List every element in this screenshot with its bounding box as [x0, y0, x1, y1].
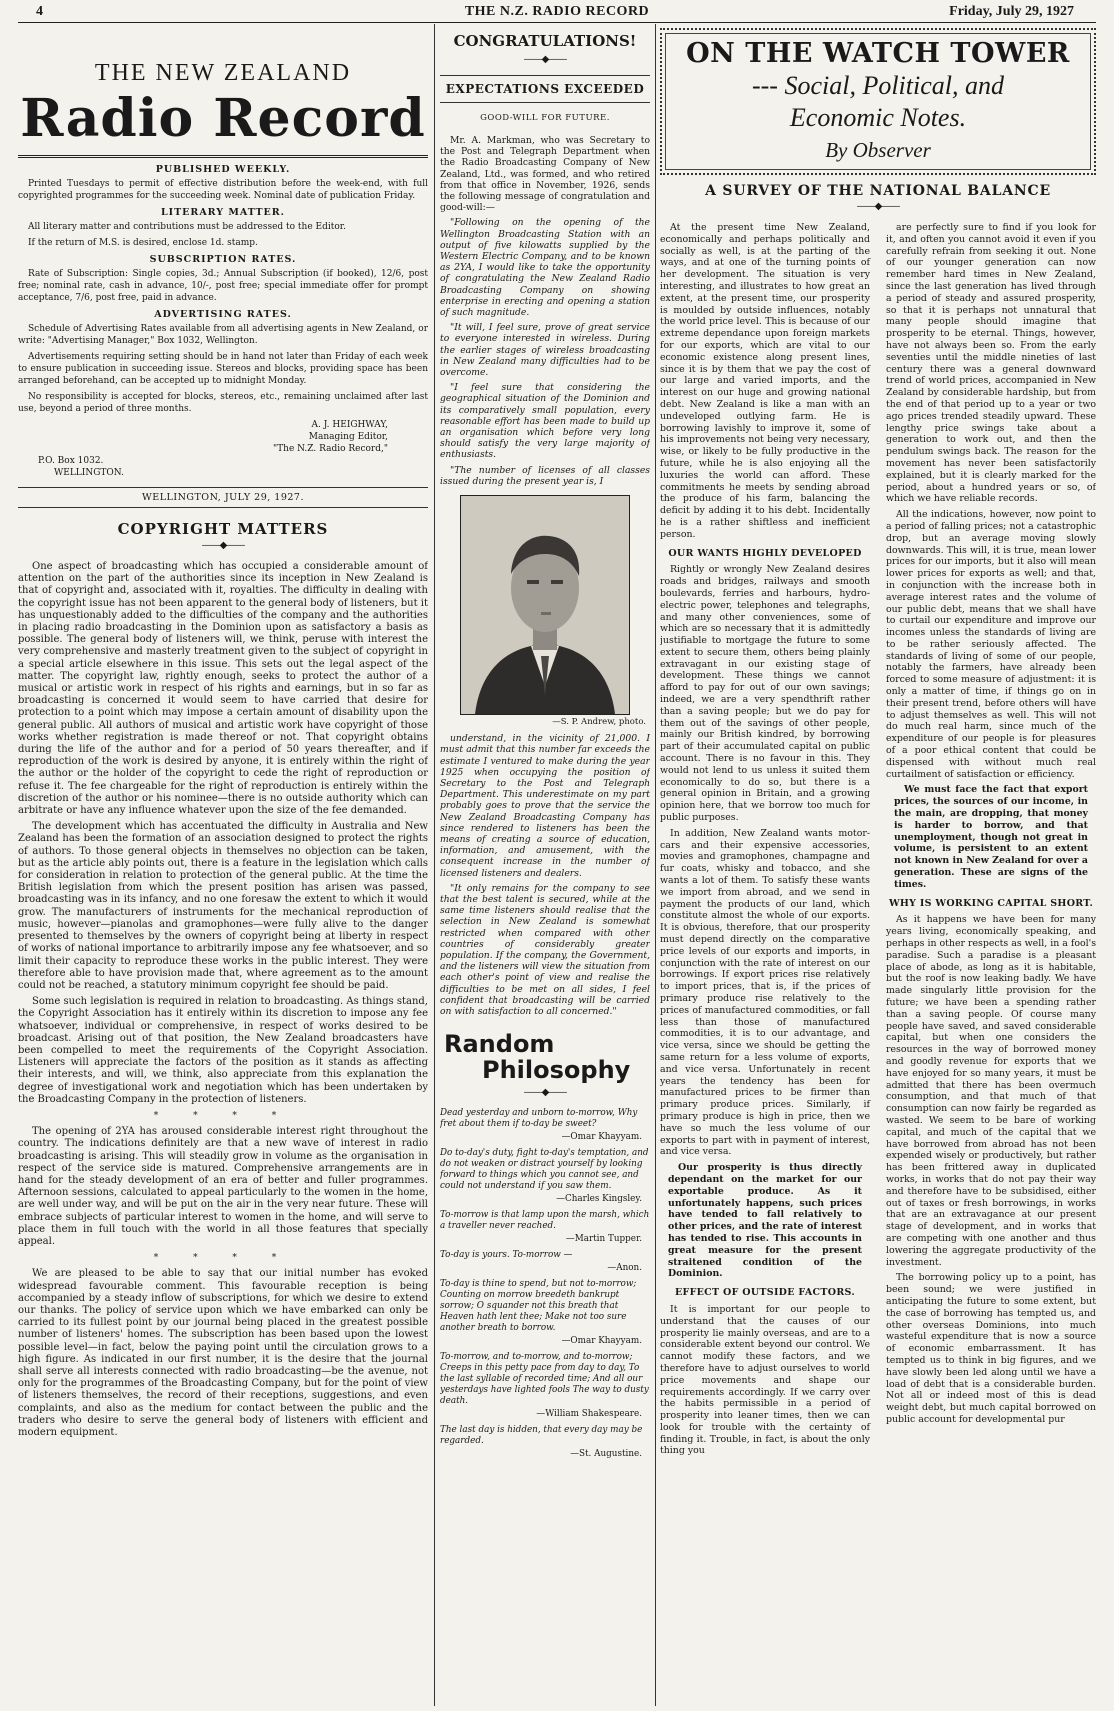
masthead-line1: THE NEW ZEALAND: [94, 60, 352, 86]
quote-text: Dead yesterday and unborn to-morrow, Why fret about them if to-day be sweet?: [440, 1108, 638, 1130]
middle-column: [440, 26, 650, 1706]
quote-paragraph: "Following on the opening of the Wellington Broadcasting Station with an output of five kilowatts supplied by the Western Electric Company, and to be known as 2YA, I would like to take the opportunity of congratulating the New Zealand Radio Broadcasting Company on showing enterprise in erecting and opening a station of such magnitude.: [440, 217, 650, 319]
subheading: WHY IS WORKING CAPITAL SHORT.: [888, 897, 1094, 909]
quotes-list: [440, 1108, 650, 1459]
byline: By Observer: [825, 138, 931, 162]
published-text: Printed Tuesdays to permit of effective distribution before the week-end, with full copyrighted programmes for the succeeding week. Nominal date of publication Friday.: [18, 179, 428, 201]
watch-tower-subtitle: --- Social, Political, and: [751, 71, 1004, 100]
paragraph: are perfectly sure to find if you look for it, and often you cannot avoid it even if you carefully refrain from seeking it out. None of our younger generation can now remember hard times in New Zealand, since the last generation has lived through a period of steady and assured prosperity, so that it is perhaps not unnatural that many people should imagine that prosperity to be eternal. Things, however, have not always been so. From the early seventies until the middle nineties of last century there was a general downward trend of world prices, accompanied in New Zealand by considerable hardship, but from the end of that period up to a year or two ago prices trended steadily upward. These lengthy price swings take about a generation to work out, and then the pendulum swings back. The reason for the movement has never been satisfactorily explained, but it is clearly marked for the period, about a hundred years or so, of which we have reliable records.: [886, 222, 1096, 505]
advertising-text: Advertisements requiring setting should be in hand not later than Friday of each week to ensure publication in succeeding issue. Stereos and blocks, providing space has been arranged beforehand, can be accepted up to midnight Monday.: [18, 352, 428, 386]
photo-credit: —S. P. Andrew, photo.: [552, 717, 646, 728]
ornament-divider: ——◆——: [201, 540, 245, 551]
divider: [18, 155, 428, 158]
quote-author: —Anon.: [607, 1263, 642, 1274]
column-rule: [434, 24, 435, 1706]
subheading: EXPECTATIONS EXCEEDED: [440, 75, 650, 103]
city: WELLINGTON.: [54, 468, 124, 478]
section-stars: * * * *: [153, 1110, 293, 1121]
paragraph: Mr. A. Markman, who was Secretary to the Post and Telegraph Department when the Radio Broadcasting Company of New Zealand, Ltd., was formed, and who retired from that office in November, 1926, sends the following message of congratulation and good-will:—: [440, 135, 650, 214]
subscription-text: Rate of Subscription: Single copies, 3d.; Annual Subscription (if booked), 12/6, post free; nominal rate, cash in advance, 10/-, post free; special immediate offer for prompt acceptance, 7/6, post free, paid in advance.: [18, 269, 428, 303]
editor-role: Managing Editor,: [308, 432, 388, 442]
ornament-divider: ——◆——: [523, 1087, 567, 1099]
article-headline: COPYRIGHT MATTERS: [117, 520, 329, 538]
left-column: [18, 26, 428, 1706]
quote-text: To-day is thine to spend, but not to-morrow; Counting on morrow breedeth bankrupt sorrow; O squander not this breath that Heaven hath lent thee; Make not too sure another breath to borrow.: [440, 1279, 637, 1334]
paragraph: One aspect of broadcasting which has occupied a considerable amount of attention on the part of the authorities since its inception in New Zealand is that of copyright and, associated with it, royalties. The difficulty in dealing with the copyright issue has not been apparent to the general body of listeners, but it has unquestionably added to the difficulties of the company and the authorities in placing radio broadcasting in the Dominion upon as satisfactory a basis as possible. The general body of listeners will, we think, peruse with interest the very comprehensive and masterly treatment given to the subject of copyright in a special article elsewhere in this issue. This sets out the legal aspect of the matter. The copyright law, rightly enough, seeks to protect the author of a musical or artistic work in respect of his rights and earnings, but in so far as broadcasting is concerned it would seem to have carried that desire for protection to a point which may impose a certain amount of disability upon the general public. All authors of musical and artistic work have copyright of those works whether registration is made thereof or not. That copyright obtains during the life of the author and for a period of 50 years thereafter, and if reproduction of the work is desired by anyone, it is entirely within the right of the author or the holder of the copyright to cede the right of reproduction or refuse it. The fee chargeable for the right of reproduction is entirely within the discretion of the author or his nominee—there is no outside authority which can arbitrate or have any influence whatever upon the size of the fee demanded.: [18, 561, 428, 817]
random-philosophy-title-1: Random: [444, 1030, 555, 1059]
quote-text: To-morrow is that lamp upon the marsh, which a traveller never reached.: [440, 1210, 650, 1232]
random-philosophy-title-2: Philosophy: [482, 1056, 631, 1085]
quote-author: —Charles Kingsley.: [556, 1194, 642, 1205]
newspaper-title: THE N.Z. RADIO RECORD: [464, 4, 650, 19]
quote-author: —Omar Khayyam.: [561, 1132, 642, 1143]
quote-paragraph: "It only remains for the company to see that the best talent is secured, while at the same time listeners should realise that the selection in New Zealand is somewhat restricted when compared with other countries of considerably greater population. If the company, the Government, and the listeners will view the situation from each other's point of view and realise the difficulties to be met on all sides, I feel confident that broadcasting will be carried on with satisfaction to all concerned.": [440, 882, 650, 1017]
article-headline: A SURVEY OF THE NATIONAL BALANCE: [705, 183, 1051, 199]
masthead-title: Radio Record: [20, 88, 426, 149]
paragraph: We are pleased to be able to say that our initial number has evoked widespread favourable comment. This favourable reception is being accompanied by a steady inflow of subscriptions, for which we desire to extend our thanks. The policy of service upon which we have embarked can only be carried to its fullest point by our journal being placed in the greatest possible number of listeners' homes. The subscription has been based upon the lowest possible level—in fact, below the paying point until the circulation grows to a high figure. As indicated in our first number, it is the desire that the journal shall serve all interests connected with radio broadcasting—be the avenue, not only for the programmes of the Broadcasting Company, but for the point of view of listeners themselves, the record of their receptions, suggestions, and even complaints, and also as the medium for contact between the public and the traders who desire to serve the general body of listeners with efficient and modern equipment.: [18, 1268, 428, 1439]
article-headline: CONGRATULATIONS!: [453, 32, 637, 50]
advertising-text: Schedule of Advertising Rates available from all advertising agents in New Zealand, or write: "Advertising Manager," Box 1032, Wellington.: [18, 324, 428, 346]
paragraph: Rightly or wrongly New Zealand desires roads and bridges, railways and smooth boulevards, ferries and harbours, hydro-electric power, telephones and telegraphs, and many other conveniences, some of which are so necessary that it is admittedly justifiable to mortgage the future to some extent to secure them, others being plainly extravagant in our existing stage of development. These things we cannot afford to pay for out of our own savings; indeed, we are a very spendthrift rather than a saving people; but we do pay for them out of the savings of other people, mainly our British kindred, by borrowing part of their accumulated capital on public account. There is no favour in this. They would not lend to us unless it suited them economically to do so, but there is a general opinion in Britain, and a growing opinion here, that we borrow too much for public purposes.: [660, 564, 870, 824]
paragraph: As it happens we have been for many years living, economically speaking, and perhaps in other respects as well, in a fool's paradise. Such a paradise is a pleasant place of abode, as long as it is habitable, but the roof is now leaking badly. We have made singularly little provision for the future; we have been a spending rather than a saving people. Of course many people have saved, and saved considerable capital, but when one considers the resources in the way of borrowed money and goodly revenue for exports that we have enjoyed for so many years, it must be admitted that there has been overmuch consumption, and that much of that consumption can now fairly be regarded as wasted. We seem to be bare of working capital, and much of the capital that we have borrowed from abroad has not been expended wisely or productively, but rather has been frittered away in duplicated works, in works that do not pay their way and therefore have to be subsidised, either out of taxes or fresh borrowings, in works that are an extravagance at our present stage of development, and in works that are competing with one another and thus lowering the aggregate productivity of the investment.: [886, 914, 1096, 1268]
paragraph: In addition, New Zealand wants motor-cars and their expensive accessories, movies and gramophones, champagne and fur coats, whisky and tobacco, and she wants a lot of them. To satisfy these wants we import from abroad, and we send in payment the products of our land, which constitute almost the whole of our exports. It is obvious, therefore, that our prosperity must depend directly on the comparative price levels of our exports and imports, in conjunction with the rate of interest on our borrowings. If export prices rise relatively to import prices, that is, if the prices of primary produce rise relatively to the prices of manufactured commodities, or fall less than those of manufactured commodities, it is to our advantage, and vice versa, since we should be getting the same return for a less volume of exports, and vice versa. Unfortunately in recent years the tendency has been for manufactured prices to be firmer than primary produce prices. Similarly, if primary produce is high in price, then we have so much the less volume of our exports to part with in payment of interest, and vice versa.: [660, 827, 870, 1158]
portrait-photo: [460, 495, 630, 715]
po-box: P.O. Box 1032.: [38, 456, 104, 466]
right-column: [660, 26, 1096, 1706]
paragraph: The borrowing policy up to a point, has been sound; we were justified in anticipating the future to some extent, but the case of borrowing has tempted us, and other overseas Dominions, into much wasteful expenditure that is now a source of economic embarrassment. It has tempted us to think in big figures, and we have slowly been led along until we have a load of debt that is a considerable burden. Not all or indeed most of this is dead weight debt, but much capital borrowed on public account for developmental pur: [886, 1272, 1096, 1425]
issue-date: Friday, July 29, 1927: [949, 4, 1074, 19]
paragraph: It is important for our people to understand that the causes of our prosperity lie mainly overseas, and are to a considerable extent beyond our control. We cannot modify these factors, and we therefore have to adjust ourselves to world price movements and shape our requirements accordingly. If we carry over the habits permissible in a period of prosperity into leaner times, then we can look for trouble with the certainty of finding it. Trouble, in fact, is about the only thing you: [660, 1303, 870, 1457]
bold-paragraph: We must face the fact that export prices, the sources of our income, in the main, are dropping, that money is harder to borrow, and that unemployment, though not great in volume, is persistent to an extent not known in New Zealand for over a generation. These are signs of the times.: [894, 784, 1088, 890]
editor-paper: "The N.Z. Radio Record,": [273, 444, 388, 454]
survey-article: [660, 222, 1096, 1461]
section-heading: SUBSCRIPTION RATES.: [149, 254, 297, 265]
paragraph: The development which has accentuated the difficulty in Australia and New Zealand has been the formation of an association designed to protect the rights of authors. To those general objects in themselves no objection can be taken, but as the article ably points out, there is a feature in the legislation which calls for consideration in relation to protection of the general public. At the time the British legislation from which the present position has arisen was passed, broadcasting was in its infancy, and no one foresaw the extent to which it would grow. The manufacturers of instruments for the mechanical reproduction of music, however—pianolas and gramophones—were fully alive to the danger presented to themselves by the owners of copyright being at liberty in respect of works of national importance to arbitrarily impose any fee whatsoever, and so limit their capacity to reproduce these works in the public interest. They were therefore able to have provision made that, where agreement as to the amount could not be reached, a statutory minimum copyright fee should be paid.: [18, 821, 428, 991]
subheading: GOOD-WILL FOR FUTURE.: [480, 113, 610, 123]
paragraph: Some such legislation is required in relation to broadcasting. As things stand, the Copyright Association has it entirely within its discretion to impose any fee whatsoever, individual or comprehensive, in respect of works desired to be broadcast. Arising out of that position, the New Zealand broadcasters have been compelled to meet the requirements of the Copyright Association. Listeners will appreciate the factors of the position as it stands as affecting their interests, and will, we think, also appreciate from this explanation the degree of investigational work and negotiation which has been undertaken by the Broadcasting Company in the protection of listeners.: [18, 996, 428, 1105]
quote-text: Do to-day's duty, fight to-day's temptation, and do not weaken or distract yourself by looking forward to things which you cannot see, and could not understand if you saw them.: [440, 1148, 649, 1192]
quote-author: —Martin Tupper.: [565, 1234, 642, 1245]
paragraph: The opening of 2YA has aroused considerable interest right throughout the country. The indications definitely are that a new wave of interest in radio broadcasting is arising. This will steadily grow in volume as the organisation in respect of the service side is matured. Comprehensive arrangements are in hand for the steady development of an era of better and fuller programmes. Afternoon sessions, calculated to appeal particularly to the women in the home, are well under way, and will be put on the air in the very near future. These will embrace subjects of particular interest to women in the home, and will serve to place them in full touch with the world in all those features that specially appeal.: [18, 1126, 428, 1247]
survey-subcolumn-left: [660, 222, 870, 1461]
survey-subcolumn-right: [886, 222, 1096, 1461]
section-heading: LITERARY MATTER.: [160, 207, 285, 218]
bold-paragraph: Our prosperity is thus directly dependant on the market for our exportable produce. As it unfortunately happens, such prices have tended to fall relatively to other prices, and the rate of interest has tended to rise. This accounts in great measure for the present straitened condition of the Dominion.: [668, 1162, 862, 1280]
section-heading: ADVERTISING RATES.: [154, 309, 292, 320]
watch-tower-box: [660, 28, 1096, 175]
dateline: WELLINGTON, JULY 29, 1927.: [18, 487, 428, 508]
advertising-text: No responsibility is accepted for blocks, stereos, etc., remaining unclaimed after last use, beyond a period of three months.: [18, 392, 428, 414]
congrats-article: [440, 135, 650, 487]
page-number: 4: [36, 4, 43, 19]
watch-tower-subtitle: Economic Notes.: [789, 103, 967, 132]
quote-author: —St. Augustine.: [570, 1449, 642, 1460]
congrats-article-cont: [440, 733, 650, 1017]
quote-paragraph: understand, in the vicinity of 21,000. I must admit that this number far exceeds the estimate I ventured to make during the year 1925 when occupying the position of Secretary to the Post and Telegraph Department. This underestimate on my part probably goes to prove that the service the New Zealand Broadcasting Company has since rendered to listeners has been the means of creating a source of education, information, and amusement, with the consequent increase in the number of licensed listeners and dealers.: [440, 733, 650, 879]
quote-paragraph: "I feel sure that considering the geographical situation of the Dominion and its comparatively small population, every reasonable effort has been made to build up an organisation which before very long should satisfy the very large majority of enthusiasts.: [440, 382, 650, 461]
section-heading: PUBLISHED WEEKLY.: [155, 164, 291, 175]
page-header: [18, 2, 1096, 23]
subheading: OUR WANTS HIGHLY DEVELOPED: [668, 547, 862, 559]
quote-author: —William Shakespeare.: [536, 1409, 642, 1420]
quote-text: The last day is hidden, that every day may be regarded.: [440, 1425, 643, 1447]
quote-paragraph: "It will, I feel sure, prove of great service to everyone interested in wireless. During the earlier stages of wireless broadcasting in New Zealand many difficulties had to be overcome.: [440, 322, 650, 379]
copyright-article: [18, 561, 428, 1439]
paragraph: All the indications, however, now point to a period of falling prices; not a catastrophic drop, but an average moving slowly downwards. This will, it is true, mean lower prices for our imports, but it also will mean lower prices for exports as well; and that, in conjunction with the increase both in average interest rates and the volume of our public debt, means that we shall have to curtail our expenditure and improve our incomes unless the standards of living are to be rather seriously affected. The standards of living of some of our people, notably the farmers, have already been forced to some measure of adjustment: it is only a matter of time, if things go on in their present trend, before others will have to adjust themselves as well. This will not do much real harm, since much of the expenditure of our people is for pleasures of a poor ethical content that could be dispensed with without much real curtailment of satisfaction or efficiency.: [886, 509, 1096, 780]
quote-paragraph: "The number of licenses of all classes issued during the present year is, I: [440, 464, 650, 487]
editor-name: A. J. HEIGHWAY,: [311, 420, 388, 430]
quote-text: To-day is yours. To-morrow —: [440, 1250, 573, 1261]
watch-tower-title: ON THE WATCH TOWER: [686, 38, 1070, 69]
section-stars: * * * *: [153, 1253, 293, 1264]
literary-text: All literary matter and contributions must be addressed to the Editor.: [28, 222, 346, 232]
column-rule: [655, 24, 656, 1706]
ornament-divider: ——◆——: [856, 201, 900, 212]
paragraph: At the present time New Zealand, economically and perhaps politically and socially as well, is at the parting of the ways, and at one of the turning points of her development. The situation is very interesting, and illustrates to how great an extent, at the present time, our prosperity is moulded by outside influences, notably the world price level. This is because of our extreme dependance upon foreign markets for our exports, which are vital to our economic existence along present lines, since it is by them that we pay the cost of our large and varied imports, and the interest on our huge and growing national debt. New Zealand is like a man with an undeveloped outlying farm. He is borrowing lavishly to improve it, some of his improvements not being very necessary, wise, or likely to be fully productive in the future, while he is also enjoying all the luxuries the world can afford. These commitments he meets by sending abroad the produce of his farm, balancing the deficit by adding it to his debt. Incidentally he is a rather shiftless and inefficient person.: [660, 222, 870, 540]
quote-text: To-morrow, and to-morrow, and to-morrow; Creeps in this petty pace from day to day, To the last syllable of recorded time; And all our yesterdays have lighted fools The way to dusty death.: [440, 1352, 649, 1407]
ornament-divider: ——◆——: [523, 54, 567, 65]
literary-text: If the return of M.S. is desired, enclose 1d. stamp.: [28, 238, 258, 248]
quote-author: —Omar Khayyam.: [561, 1336, 642, 1347]
subheading: EFFECT OF OUTSIDE FACTORS.: [675, 1287, 855, 1299]
